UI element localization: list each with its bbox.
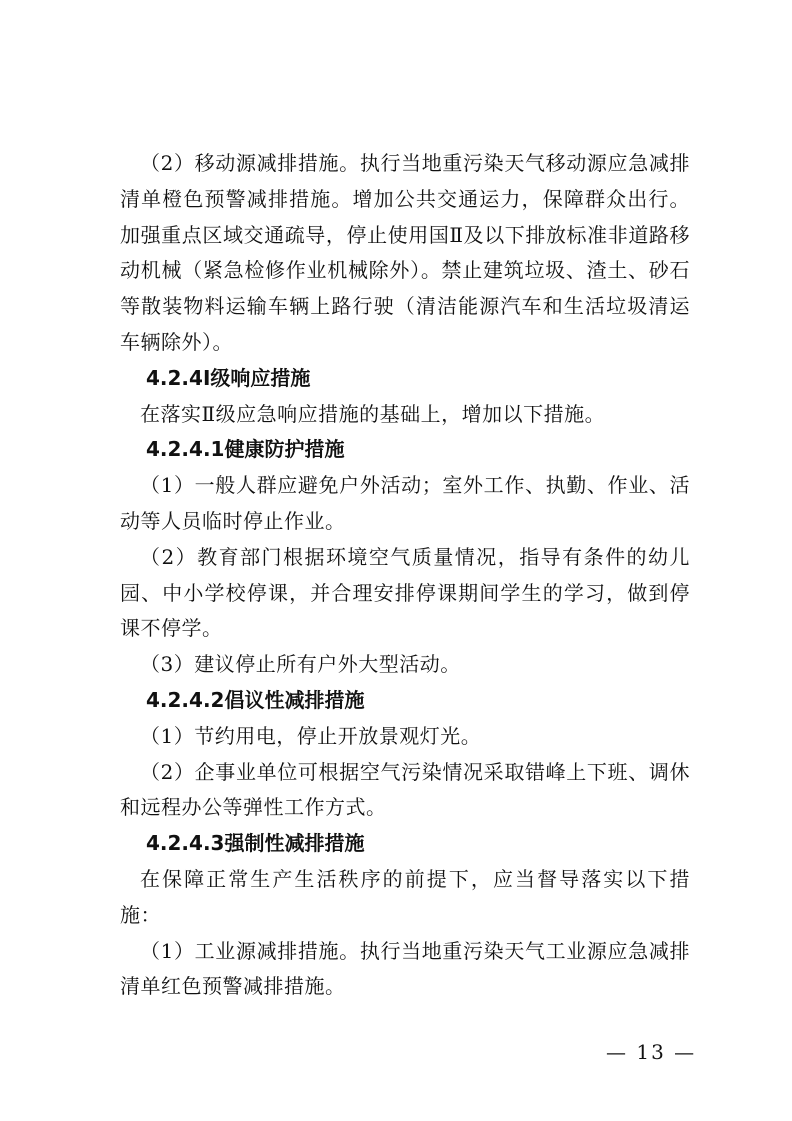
paragraph-mobile-source-measures: （2）移动源减排措施。执行当地重污染天气移动源应急减排清单橙色预警减排措施。增加公共交通运力，保障群众出行。加强重点区域交通疏导，停止使用国Ⅱ及以下排放标准非道路移动机械（紧急检修作业机械除外）。禁止建筑垃圾、渣土、砂石等散装物料运输车辆上路行驶（清洁能源汽车和生活垃圾清运车辆除外）。 bbox=[120, 151, 690, 354]
paragraph-health-item-3: （3）建议停止所有户外大型活动。 bbox=[140, 652, 461, 677]
section-heading-advocacy-measures: 4.2.4.2倡议性减排措施 bbox=[146, 687, 365, 712]
paragraph-advocacy-item-2: （2）企事业单位可根据空气污染情况采取错峰上下班、调休和远程办公等弹性工作方式。 bbox=[120, 759, 690, 820]
paragraph-mandatory-item-1: （1）工业源减排措施。执行当地重污染天气工业源应急减排清单红色预警减排措施。 bbox=[120, 938, 690, 999]
paragraph-advocacy-item-1: （1）节约用电，停止开放景观灯光。 bbox=[140, 723, 482, 748]
paragraph-additional-measures-intro: 在落实Ⅱ级应急响应措施的基础上，增加以下措施。 bbox=[140, 401, 606, 426]
page-number: — 13 — bbox=[606, 1040, 697, 1064]
paragraph-health-item-2: （2）教育部门根据环境空气质量情况，指导有条件的幼儿园、中小学校停课，并合理安排停课期间学生的学习，做到停课不停学。 bbox=[120, 544, 690, 641]
section-heading-mandatory-measures: 4.2.4.3强制性减排措施 bbox=[146, 831, 365, 856]
paragraph-health-item-1: （1）一般人群应避免户外活动；室外工作、执勤、作业、活动等人员临时停止作业。 bbox=[120, 473, 690, 533]
section-heading-health-protection: 4.2.4.1健康防护措施 bbox=[146, 437, 345, 462]
section-heading-level-1-response: 4.2.4Ⅰ级响应措施 bbox=[146, 365, 311, 390]
document-body bbox=[120, 146, 690, 1005]
paragraph-mandatory-intro: 在保障正常生产生活秩序的前提下，应当督导落实以下措施： bbox=[120, 866, 690, 927]
